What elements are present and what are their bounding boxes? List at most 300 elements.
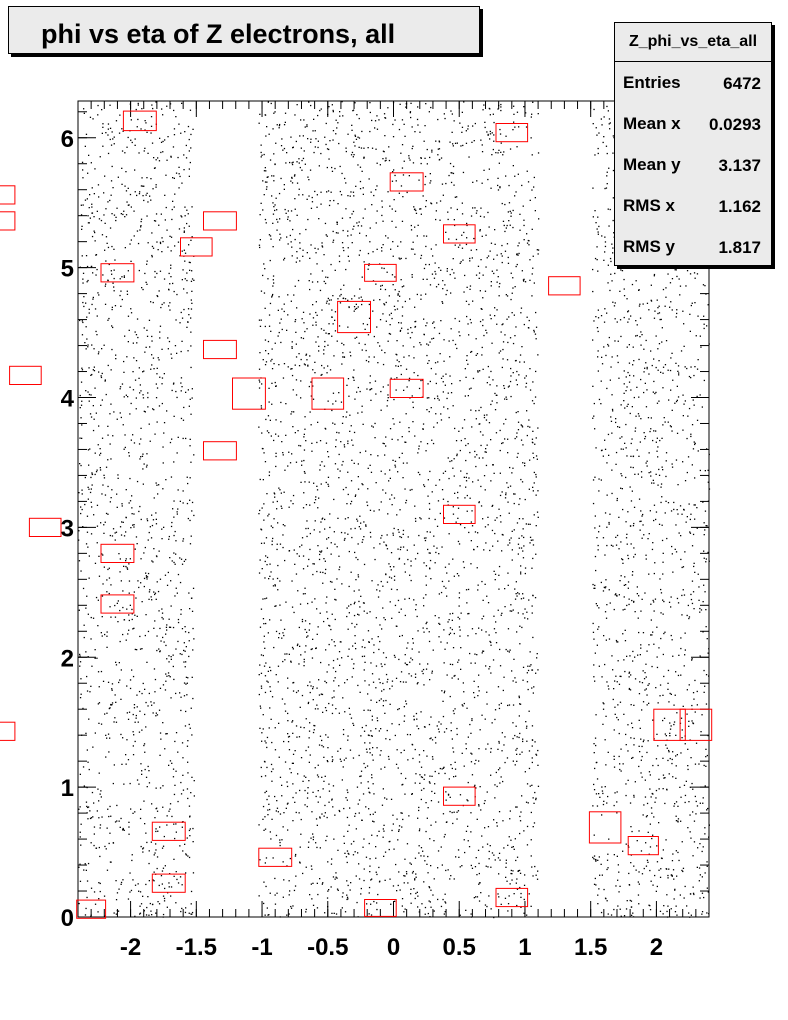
data-point bbox=[453, 145, 454, 146]
data-point bbox=[291, 178, 292, 179]
data-point bbox=[468, 156, 469, 157]
data-point bbox=[500, 350, 501, 351]
data-point bbox=[345, 758, 346, 759]
data-point bbox=[304, 661, 305, 662]
data-point bbox=[445, 183, 446, 184]
data-point bbox=[471, 351, 472, 352]
data-point bbox=[499, 566, 500, 567]
data-point bbox=[279, 489, 280, 490]
data-point bbox=[80, 395, 81, 396]
data-point bbox=[385, 573, 386, 574]
data-point bbox=[324, 346, 325, 347]
data-point bbox=[526, 375, 527, 376]
data-point bbox=[83, 108, 84, 109]
data-point bbox=[179, 845, 180, 846]
data-point bbox=[286, 236, 287, 237]
data-point bbox=[331, 192, 332, 193]
data-point bbox=[327, 345, 328, 346]
data-point bbox=[123, 566, 124, 567]
data-point bbox=[164, 836, 165, 837]
data-point bbox=[295, 750, 296, 751]
data-point bbox=[162, 785, 163, 786]
data-point bbox=[499, 129, 500, 130]
data-point bbox=[368, 735, 369, 736]
data-point bbox=[524, 463, 525, 464]
data-point bbox=[501, 615, 502, 616]
data-point bbox=[409, 158, 410, 159]
data-point bbox=[177, 511, 178, 512]
data-point bbox=[480, 208, 481, 209]
data-point bbox=[130, 783, 131, 784]
data-point bbox=[158, 359, 159, 360]
data-point bbox=[117, 603, 118, 604]
data-point bbox=[522, 518, 523, 519]
data-point bbox=[525, 721, 526, 722]
data-point bbox=[421, 214, 422, 215]
data-point bbox=[383, 386, 384, 387]
data-point bbox=[484, 475, 485, 476]
data-point bbox=[291, 411, 292, 412]
data-point bbox=[348, 885, 349, 886]
data-point bbox=[327, 236, 328, 237]
data-point bbox=[86, 870, 87, 871]
data-point bbox=[473, 378, 474, 379]
data-point bbox=[121, 884, 122, 885]
data-point bbox=[506, 649, 507, 650]
data-point bbox=[187, 798, 188, 799]
data-point bbox=[390, 324, 391, 325]
data-point bbox=[159, 551, 160, 552]
data-point bbox=[318, 218, 319, 219]
data-point bbox=[181, 341, 182, 342]
data-point bbox=[163, 432, 164, 433]
data-point bbox=[496, 517, 497, 518]
data-point bbox=[384, 713, 385, 714]
data-point bbox=[140, 649, 141, 650]
data-point bbox=[80, 836, 81, 837]
data-point bbox=[100, 824, 101, 825]
data-point bbox=[268, 796, 269, 797]
data-point bbox=[307, 797, 308, 798]
data-point bbox=[350, 217, 351, 218]
data-point bbox=[316, 442, 317, 443]
data-point bbox=[522, 550, 523, 551]
data-point bbox=[516, 146, 517, 147]
data-point bbox=[265, 181, 266, 182]
data-point bbox=[130, 261, 131, 262]
data-point bbox=[401, 279, 402, 280]
data-point bbox=[415, 873, 416, 874]
data-point bbox=[311, 443, 312, 444]
data-point bbox=[472, 525, 473, 526]
data-point bbox=[478, 686, 479, 687]
data-point bbox=[384, 664, 385, 665]
data-point bbox=[498, 509, 499, 510]
data-point bbox=[107, 870, 108, 871]
data-point bbox=[162, 637, 163, 638]
data-point bbox=[377, 455, 378, 456]
data-point bbox=[435, 737, 436, 738]
data-point bbox=[159, 628, 160, 629]
data-point bbox=[477, 353, 478, 354]
data-point bbox=[181, 654, 182, 655]
data-point bbox=[459, 321, 460, 322]
data-point bbox=[156, 523, 157, 524]
data-point bbox=[83, 296, 84, 297]
data-point bbox=[260, 627, 261, 628]
data-point bbox=[515, 806, 516, 807]
data-point bbox=[286, 152, 287, 153]
data-point bbox=[419, 474, 420, 475]
data-point bbox=[105, 260, 106, 261]
data-point bbox=[276, 198, 277, 199]
data-point bbox=[395, 227, 396, 228]
data-point bbox=[474, 785, 475, 786]
data-point bbox=[479, 230, 480, 231]
data-point bbox=[169, 619, 170, 620]
data-point bbox=[162, 446, 163, 447]
data-point bbox=[134, 704, 135, 705]
data-point bbox=[260, 559, 261, 560]
data-point bbox=[529, 280, 530, 281]
data-point bbox=[483, 369, 484, 370]
data-point bbox=[98, 898, 99, 899]
data-point bbox=[512, 549, 513, 550]
data-point bbox=[447, 212, 448, 213]
data-point bbox=[150, 369, 151, 370]
data-point bbox=[410, 103, 411, 104]
data-point bbox=[441, 419, 442, 420]
data-point bbox=[425, 325, 426, 326]
data-point bbox=[327, 618, 328, 619]
data-point bbox=[284, 124, 285, 125]
data-point bbox=[406, 664, 407, 665]
data-point bbox=[274, 492, 275, 493]
data-point bbox=[443, 629, 444, 630]
data-point bbox=[310, 139, 311, 140]
data-point bbox=[503, 847, 504, 848]
data-point bbox=[190, 134, 191, 135]
data-point bbox=[271, 195, 272, 196]
data-point bbox=[129, 413, 130, 414]
data-point bbox=[140, 891, 141, 892]
data-point bbox=[524, 377, 525, 378]
data-point bbox=[80, 661, 81, 662]
data-point bbox=[88, 449, 89, 450]
data-point bbox=[504, 606, 505, 607]
data-point bbox=[480, 259, 481, 260]
data-point bbox=[100, 448, 101, 449]
data-point bbox=[407, 329, 408, 330]
data-point bbox=[368, 361, 369, 362]
data-point bbox=[89, 769, 90, 770]
data-point bbox=[480, 486, 481, 487]
data-point bbox=[105, 379, 106, 380]
data-point bbox=[333, 355, 334, 356]
data-point bbox=[341, 464, 342, 465]
data-point bbox=[134, 591, 135, 592]
data-point bbox=[155, 187, 156, 188]
data-point bbox=[164, 278, 165, 279]
data-point bbox=[124, 434, 125, 435]
data-point bbox=[86, 338, 87, 339]
data-point bbox=[490, 645, 491, 646]
data-point bbox=[500, 106, 501, 107]
data-point bbox=[162, 848, 163, 849]
data-point bbox=[304, 449, 305, 450]
data-point bbox=[284, 363, 285, 364]
data-point bbox=[291, 241, 292, 242]
data-point bbox=[505, 867, 506, 868]
data-point bbox=[271, 719, 272, 720]
data-point bbox=[290, 500, 291, 501]
data-point bbox=[264, 598, 265, 599]
data-point bbox=[416, 604, 417, 605]
data-point bbox=[82, 279, 83, 280]
data-point bbox=[131, 312, 132, 313]
data-point bbox=[108, 682, 109, 683]
data-point bbox=[380, 164, 381, 165]
data-point bbox=[533, 803, 534, 804]
data-point bbox=[114, 764, 115, 765]
data-point bbox=[176, 397, 177, 398]
data-point bbox=[515, 191, 516, 192]
data-point bbox=[533, 186, 534, 187]
data-point bbox=[155, 715, 156, 716]
data-point bbox=[526, 612, 527, 613]
data-point bbox=[93, 802, 94, 803]
data-point bbox=[279, 234, 280, 235]
data-point bbox=[475, 410, 476, 411]
data-point bbox=[295, 239, 296, 240]
data-point bbox=[531, 669, 532, 670]
data-point bbox=[534, 282, 535, 283]
data-point bbox=[110, 617, 111, 618]
data-point bbox=[349, 825, 350, 826]
data-point bbox=[171, 763, 172, 764]
data-point bbox=[152, 108, 153, 109]
data-point bbox=[420, 295, 421, 296]
data-point bbox=[335, 133, 336, 134]
data-point bbox=[490, 188, 491, 189]
data-point bbox=[327, 760, 328, 761]
data-point bbox=[151, 537, 152, 538]
data-point bbox=[326, 123, 327, 124]
data-point bbox=[317, 708, 318, 709]
data-point bbox=[271, 781, 272, 782]
data-point bbox=[266, 189, 267, 190]
data-point bbox=[502, 154, 503, 155]
data-point bbox=[430, 716, 431, 717]
data-point bbox=[324, 137, 325, 138]
data-point bbox=[389, 295, 390, 296]
data-point bbox=[403, 530, 404, 531]
data-point bbox=[321, 365, 322, 366]
data-point bbox=[519, 230, 520, 231]
data-point bbox=[80, 806, 81, 807]
data-point bbox=[408, 815, 409, 816]
data-point bbox=[96, 334, 97, 335]
data-point bbox=[101, 377, 102, 378]
data-point bbox=[314, 362, 315, 363]
data-point bbox=[466, 748, 467, 749]
data-point bbox=[352, 229, 353, 230]
data-point bbox=[378, 867, 379, 868]
data-point bbox=[374, 559, 375, 560]
data-point bbox=[334, 531, 335, 532]
data-point bbox=[339, 569, 340, 570]
data-point bbox=[340, 748, 341, 749]
data-point bbox=[278, 666, 279, 667]
data-point bbox=[365, 806, 366, 807]
data-point bbox=[110, 535, 111, 536]
data-point bbox=[412, 421, 413, 422]
data-point bbox=[87, 173, 88, 174]
data-point bbox=[358, 576, 359, 577]
data-point bbox=[151, 336, 152, 337]
data-point bbox=[464, 477, 465, 478]
data-point bbox=[185, 684, 186, 685]
data-point bbox=[344, 446, 345, 447]
data-point bbox=[164, 898, 165, 899]
data-point bbox=[415, 858, 416, 859]
data-point bbox=[266, 564, 267, 565]
data-point bbox=[520, 811, 521, 812]
data-point bbox=[366, 749, 367, 750]
data-point bbox=[533, 256, 534, 257]
data-point bbox=[281, 308, 282, 309]
data-point bbox=[101, 375, 102, 376]
data-point bbox=[155, 593, 156, 594]
data-point bbox=[372, 747, 373, 748]
data-point bbox=[404, 721, 405, 722]
data-point bbox=[144, 463, 145, 464]
data-point bbox=[187, 477, 188, 478]
data-point bbox=[394, 199, 395, 200]
data-point bbox=[265, 114, 266, 115]
data-point bbox=[372, 148, 373, 149]
data-point bbox=[120, 734, 121, 735]
data-point bbox=[523, 206, 524, 207]
data-point bbox=[385, 738, 386, 739]
data-point bbox=[264, 740, 265, 741]
data-point bbox=[123, 361, 124, 362]
data-point bbox=[356, 902, 357, 903]
data-point bbox=[167, 337, 168, 338]
data-point bbox=[132, 854, 133, 855]
data-point bbox=[91, 817, 92, 818]
data-point bbox=[346, 856, 347, 857]
data-point bbox=[394, 576, 395, 577]
data-point bbox=[174, 785, 175, 786]
data-point bbox=[371, 638, 372, 639]
data-point bbox=[404, 875, 405, 876]
data-point bbox=[481, 629, 482, 630]
data-point bbox=[457, 734, 458, 735]
data-point bbox=[182, 775, 183, 776]
data-point bbox=[259, 123, 260, 124]
data-point bbox=[320, 192, 321, 193]
data-point bbox=[435, 562, 436, 563]
data-point bbox=[507, 452, 508, 453]
data-point bbox=[324, 816, 325, 817]
data-point bbox=[462, 145, 463, 146]
data-point bbox=[193, 841, 194, 842]
data-point bbox=[190, 792, 191, 793]
data-point bbox=[466, 799, 467, 800]
data-point bbox=[266, 186, 267, 187]
data-point bbox=[161, 108, 162, 109]
data-point bbox=[369, 178, 370, 179]
data-point bbox=[133, 389, 134, 390]
data-point bbox=[424, 779, 425, 780]
data-point bbox=[454, 708, 455, 709]
data-point bbox=[95, 658, 96, 659]
data-point bbox=[320, 613, 321, 614]
data-point bbox=[172, 390, 173, 391]
data-point bbox=[288, 216, 289, 217]
data-point bbox=[490, 251, 491, 252]
data-point bbox=[398, 600, 399, 601]
data-point bbox=[190, 399, 191, 400]
data-point bbox=[123, 211, 124, 212]
data-point bbox=[273, 180, 274, 181]
data-point bbox=[327, 148, 328, 149]
data-point bbox=[534, 822, 535, 823]
data-point bbox=[465, 743, 466, 744]
data-point bbox=[328, 802, 329, 803]
data-point bbox=[370, 389, 371, 390]
data-point bbox=[158, 591, 159, 592]
data-point bbox=[359, 147, 360, 148]
data-point bbox=[190, 913, 191, 914]
data-point bbox=[530, 786, 531, 787]
data-point bbox=[400, 330, 401, 331]
data-point bbox=[160, 732, 161, 733]
data-point bbox=[130, 688, 131, 689]
data-point bbox=[311, 898, 312, 899]
data-point bbox=[427, 443, 428, 444]
data-point bbox=[445, 870, 446, 871]
data-point bbox=[383, 244, 384, 245]
data-point bbox=[170, 760, 171, 761]
data-point bbox=[482, 457, 483, 458]
data-point bbox=[180, 133, 181, 134]
data-point bbox=[182, 318, 183, 319]
data-point bbox=[98, 196, 99, 197]
data-point bbox=[159, 377, 160, 378]
data-point bbox=[454, 278, 455, 279]
data-point bbox=[451, 392, 452, 393]
data-point bbox=[120, 699, 121, 700]
data-point bbox=[275, 894, 276, 895]
data-point bbox=[81, 226, 82, 227]
data-point bbox=[449, 634, 450, 635]
data-point bbox=[356, 337, 357, 338]
data-point bbox=[99, 454, 100, 455]
data-point bbox=[412, 277, 413, 278]
data-point bbox=[353, 380, 354, 381]
data-point bbox=[351, 572, 352, 573]
data-point bbox=[527, 681, 528, 682]
data-point bbox=[265, 461, 266, 462]
data-point bbox=[89, 222, 90, 223]
data-point bbox=[401, 773, 402, 774]
data-point bbox=[126, 147, 127, 148]
data-point bbox=[327, 277, 328, 278]
data-point bbox=[514, 503, 515, 504]
data-point bbox=[136, 695, 137, 696]
